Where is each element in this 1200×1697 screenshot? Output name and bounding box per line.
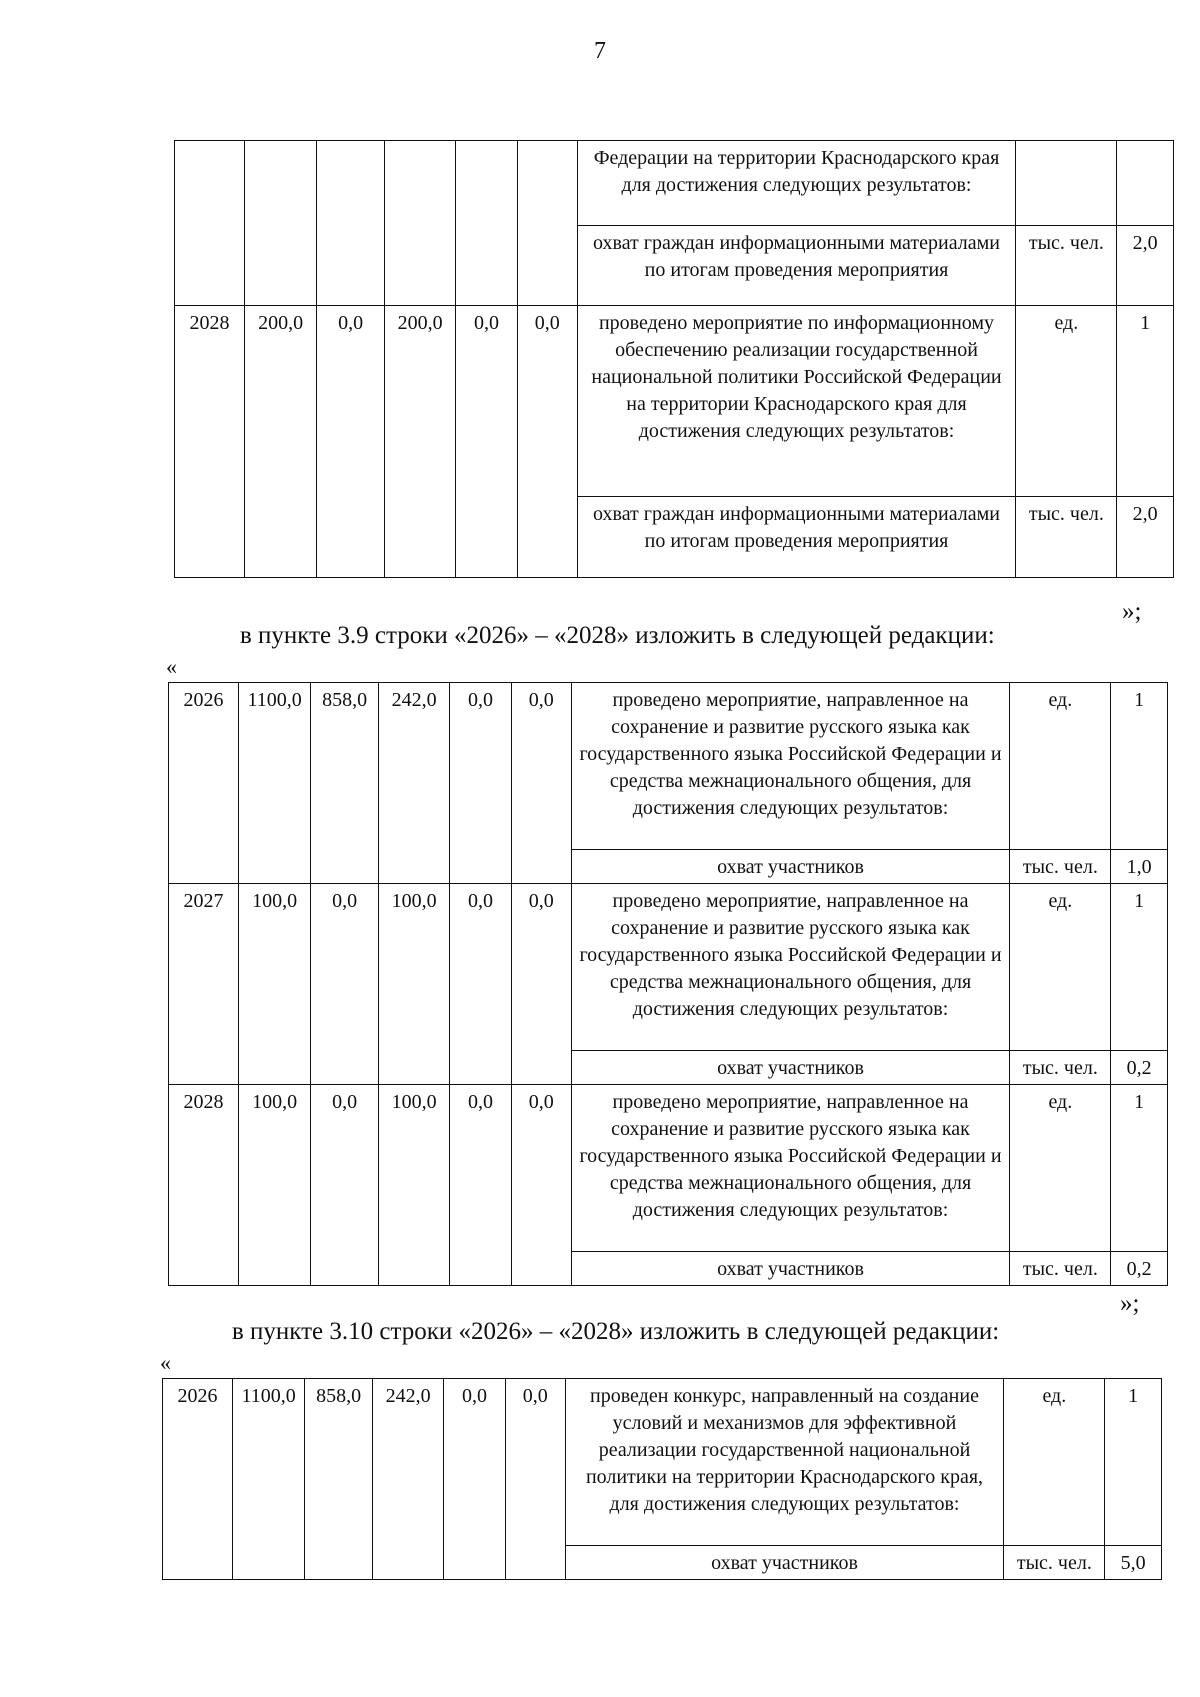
result-description: проведено мероприятие, направленное на сохранение и развитие русского языка как государственного языка Российской Федерации и средства межнационального общения, для достижения следующих результатов: [571, 683, 1010, 850]
result-value: 1 [1105, 1379, 1162, 1546]
result-description: проведено мероприятие, направленное на сохранение и развитие русского языка как государственного языка Российской Федерации и средства межнационального общения, для достижения следующих результатов: [571, 884, 1010, 1051]
table-row [175, 306, 1174, 497]
result-description: охват граждан информационными материалами по итогам проведения мероприятия [577, 497, 1016, 578]
amount-local-cell: 0,0 [450, 683, 512, 884]
closing-quote: »; [1120, 1290, 1140, 1317]
result-description: проведено мероприятие, направленное на сохранение и развитие русского языка как государственного языка Российской Федерации и средства межнационального общения, для достижения следующих результатов: [571, 1085, 1010, 1252]
year-cell: 2028 [175, 306, 245, 578]
amount-federal-cell: 858,0 [305, 1379, 373, 1580]
table-row [169, 1085, 1168, 1252]
amount-regional-cell [385, 141, 456, 306]
section-3-9-intro: в пункте 3.9 строки «2026» – «2028» изложить в следующей редакции: [240, 622, 995, 649]
result-unit: ед. [1010, 1085, 1111, 1252]
amount-regional-cell: 100,0 [379, 884, 450, 1085]
table-row [163, 1379, 1162, 1546]
amount-regional-cell: 242,0 [373, 1379, 444, 1580]
result-description: охват участников [571, 850, 1010, 884]
result-description: Федерации на территории Краснодарского края для достижения следующих результатов: [577, 141, 1016, 226]
amount-local-cell [456, 141, 518, 306]
amount-other-cell: 0,0 [511, 884, 571, 1085]
result-unit: ед. [1010, 683, 1111, 850]
result-value: 0,2 [1111, 1051, 1168, 1085]
result-value: 2,0 [1117, 497, 1174, 578]
amount-regional-cell: 200,0 [385, 306, 456, 578]
result-value: 1,0 [1111, 850, 1168, 884]
result-value: 1 [1111, 683, 1168, 850]
amount-regional-cell: 100,0 [379, 1085, 450, 1286]
result-unit: тыс. чел. [1010, 850, 1111, 884]
result-unit: ед. [1004, 1379, 1105, 1546]
amount-total-cell: 1100,0 [239, 683, 311, 884]
page-number: 7 [594, 38, 606, 64]
year-cell: 2028 [169, 1085, 239, 1286]
amount-local-cell: 0,0 [450, 884, 512, 1085]
result-unit: тыс. чел. [1004, 1546, 1105, 1580]
result-value [1117, 141, 1174, 226]
result-value: 1 [1111, 1085, 1168, 1252]
table-row [175, 141, 1174, 226]
amount-total-cell [245, 141, 317, 306]
amount-local-cell: 0,0 [456, 306, 518, 578]
result-value: 5,0 [1105, 1546, 1162, 1580]
amount-other-cell: 0,0 [511, 683, 571, 884]
table-continuation [174, 140, 1174, 578]
amount-local-cell: 0,0 [444, 1379, 506, 1580]
result-unit: тыс. чел. [1010, 1252, 1111, 1286]
year-cell: 2026 [169, 683, 239, 884]
year-cell: 2026 [163, 1379, 233, 1580]
result-unit: ед. [1016, 306, 1117, 497]
result-description: охват участников [565, 1546, 1004, 1580]
opening-quote: « [166, 654, 177, 679]
amount-other-cell: 0,0 [505, 1379, 565, 1580]
result-description: охват участников [571, 1051, 1010, 1085]
result-description: охват участников [571, 1252, 1010, 1286]
table-section-3-10 [162, 1378, 1162, 1580]
amount-federal-cell: 858,0 [311, 683, 379, 884]
year-cell: 2027 [169, 884, 239, 1085]
table-section-3-9 [168, 682, 1168, 1286]
amount-other-cell: 0,0 [517, 306, 577, 578]
result-unit: тыс. чел. [1016, 497, 1117, 578]
table-row [169, 884, 1168, 1051]
amount-other-cell: 0,0 [511, 1085, 571, 1286]
result-description: охват граждан информационными материалами по итогам проведения мероприятия [577, 226, 1016, 306]
result-unit [1016, 141, 1117, 226]
section-3-10-intro: в пункте 3.10 строки «2026» – «2028» изложить в следующей редакции: [232, 1318, 1000, 1345]
result-unit: ед. [1010, 884, 1111, 1051]
table-row [169, 683, 1168, 850]
amount-total-cell: 100,0 [239, 884, 311, 1085]
amount-other-cell [517, 141, 577, 306]
result-value: 1 [1117, 306, 1174, 497]
amount-federal-cell [317, 141, 385, 306]
result-unit: тыс. чел. [1010, 1051, 1111, 1085]
result-value: 0,2 [1111, 1252, 1168, 1286]
closing-quote: »; [1122, 598, 1142, 625]
result-value: 1 [1111, 884, 1168, 1051]
amount-total-cell: 1100,0 [233, 1379, 305, 1580]
result-description: проведен конкурс, направленный на создание условий и механизмов для эффективной реализации государственной национальной политики на территории Краснодарского края, для достижения следующих результатов: [565, 1379, 1004, 1546]
amount-local-cell: 0,0 [450, 1085, 512, 1286]
amount-total-cell: 100,0 [239, 1085, 311, 1286]
amount-total-cell: 200,0 [245, 306, 317, 578]
result-value: 2,0 [1117, 226, 1174, 306]
opening-quote: « [160, 1350, 171, 1375]
result-unit: тыс. чел. [1016, 226, 1117, 306]
result-description: проведено мероприятие по информационному обеспечению реализации государственной национальной политики Российской Федерации на территории Краснодарского края для достижения следующих результатов: [577, 306, 1016, 497]
amount-federal-cell: 0,0 [311, 1085, 379, 1286]
amount-federal-cell: 0,0 [311, 884, 379, 1085]
amount-regional-cell: 242,0 [379, 683, 450, 884]
amount-federal-cell: 0,0 [317, 306, 385, 578]
year-cell [175, 141, 245, 306]
